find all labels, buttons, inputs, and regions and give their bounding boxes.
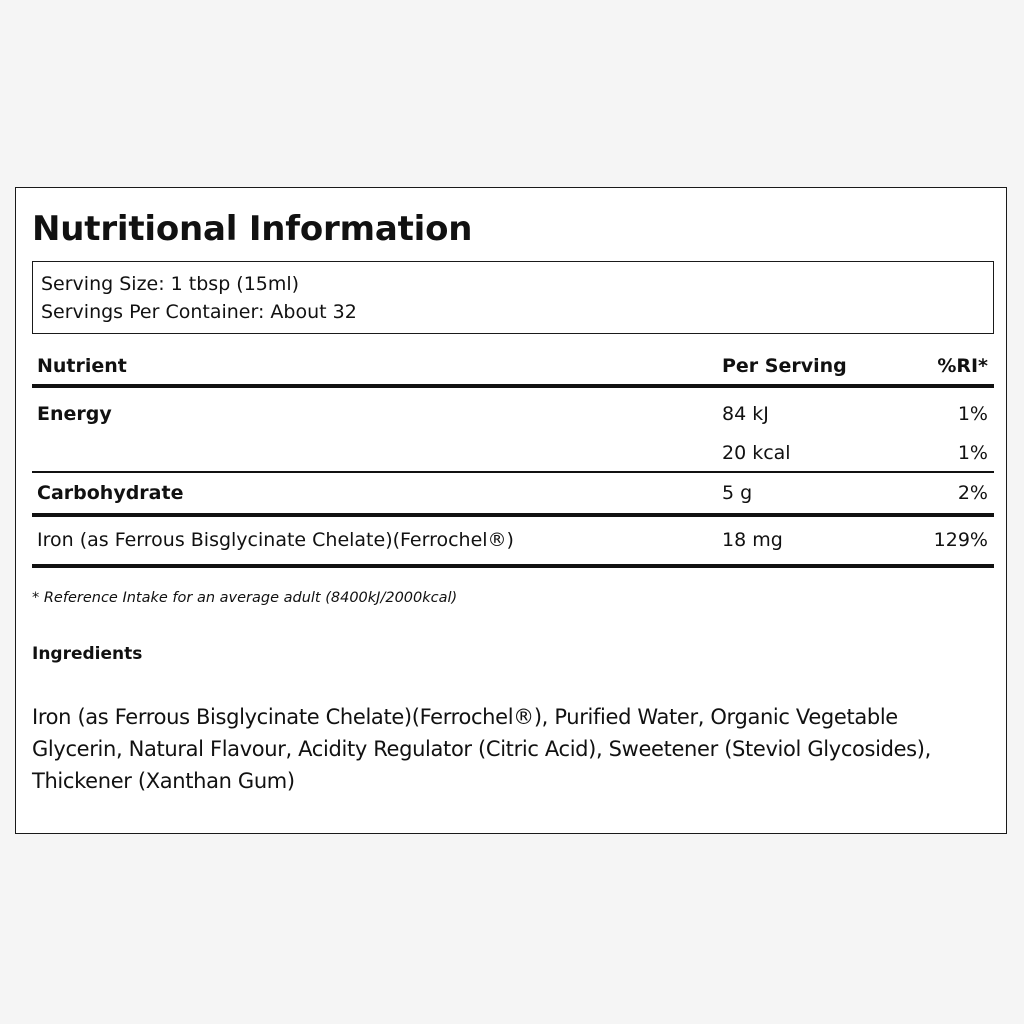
nutrient-name: Energy xyxy=(37,403,112,425)
per-serving-value: 20 kcal xyxy=(722,442,791,464)
per-serving-value: 84 kJ xyxy=(722,403,769,425)
table-row xyxy=(32,393,994,435)
table-row xyxy=(32,435,994,471)
header-nutrient: Nutrient xyxy=(37,355,127,377)
per-serving-value: 18 mg xyxy=(722,529,783,551)
serving-size: Serving Size: 1 tbsp (15ml) xyxy=(41,273,300,295)
label-title: Nutritional Information xyxy=(32,209,473,249)
nutrient-name: Iron (as Ferrous Bisglycinate Chelate)(Ferrochel®) xyxy=(37,529,514,551)
ri-value: 1% xyxy=(957,442,988,464)
nutrition-label xyxy=(15,187,1007,834)
ri-value: 129% xyxy=(933,529,988,551)
servings-per-container: Servings Per Container: About 32 xyxy=(41,301,357,323)
ingredients-heading: Ingredients xyxy=(32,644,143,664)
per-serving-value: 5 g xyxy=(722,481,753,504)
divider-thick xyxy=(32,564,994,568)
serving-info-box xyxy=(32,261,994,334)
divider-thick xyxy=(32,384,994,388)
header-per-serving: Per Serving xyxy=(722,355,847,377)
table-header-row xyxy=(32,348,994,384)
nutrient-name: Carbohydrate xyxy=(37,481,184,504)
nutrition-table xyxy=(32,348,994,568)
ingredients-list: Iron (as Ferrous Bisglycinate Chelate)(Ferrochel®), Purified Water, Organic Vegetable Glycerin, Natural Flavour, Acidity Regulator (Citric Acid), Sweetener (Steviol Glycosides), Thickener (Xanthan Gum) xyxy=(32,705,931,793)
table-row xyxy=(32,517,994,564)
ri-value: 1% xyxy=(957,403,988,425)
header-ri: %RI* xyxy=(937,355,988,377)
ri-value: 2% xyxy=(957,481,988,504)
table-row xyxy=(32,473,994,513)
reference-intake-footnote: * Reference Intake for an average adult (8400kJ/2000kcal) xyxy=(32,590,458,606)
